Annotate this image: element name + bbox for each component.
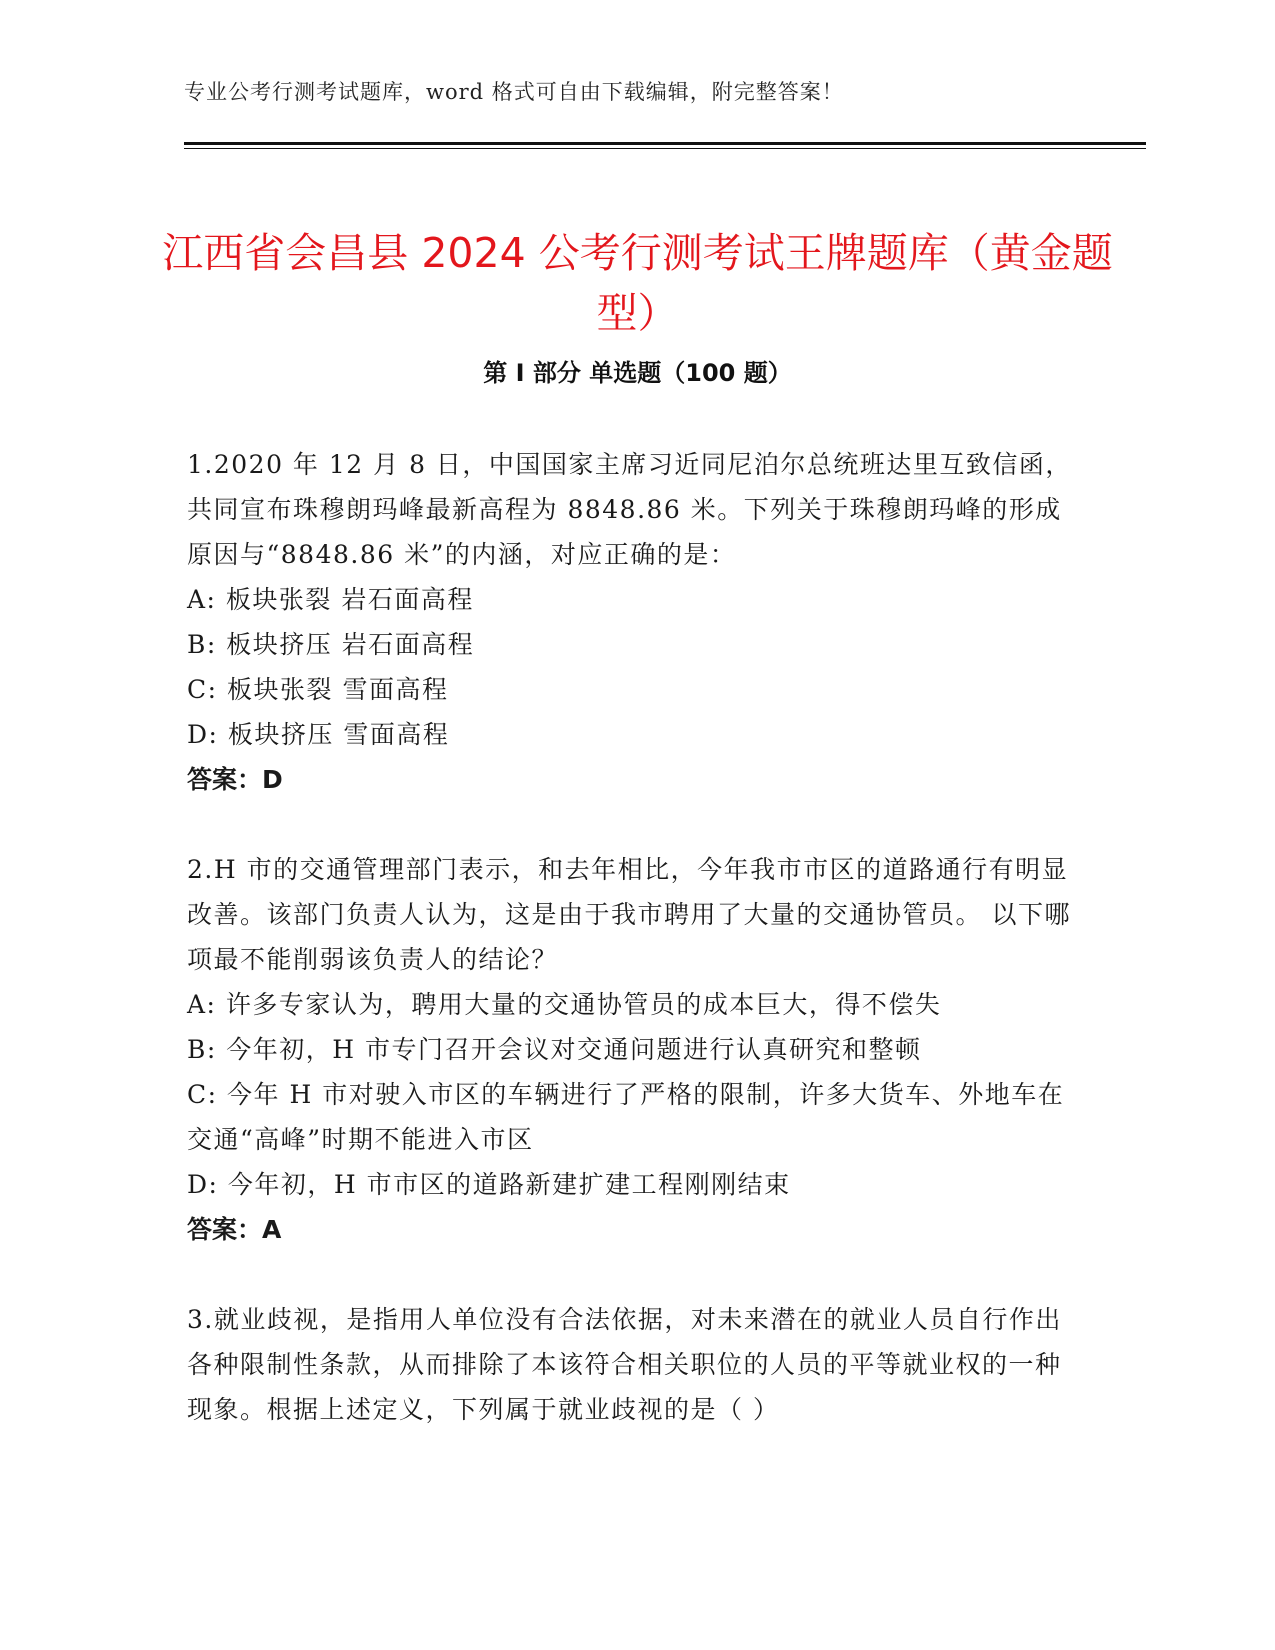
section-heading: 第 I 部分 单选题（100 题） [483, 359, 792, 387]
option-d: D: 今年初，H 市市区的道路新建扩建工程刚刚结束 [187, 1170, 791, 1199]
option-c: C: 板块张裂 雪面高程 [187, 675, 449, 704]
question-stem: 2.H 市的交通管理部门表示，和去年相比，今年我市市区的道路通行有明显改善。该部门负责人认为，这是由于我市聘用了大量的交通协管员。 以下哪项最不能削弱该负责人的结论？ [187, 855, 1071, 974]
document-title: 江西省会昌县 2024 公考行测考试王牌题库（黄金题型） [162, 229, 1113, 338]
header-note: 专业公考行测考试题库，word 格式可自由下载编辑，附完整答案！ [184, 80, 844, 104]
question-2 [187, 847, 1087, 1252]
answer-line: 答案：A [187, 1215, 282, 1244]
question-3 [187, 1297, 1087, 1432]
question-1 [187, 442, 1087, 802]
option-a: A: 板块张裂 岩石面高程 [187, 585, 474, 614]
option-c: C: 今年 H 市对驶入市区的车辆进行了严格的限制，许多大货车、外地车在交通“高峰”时期不能进入市区 [187, 1080, 1065, 1154]
header-divider-thick [184, 142, 1146, 145]
question-stem: 1.2020 年 12 月 8 日，中国国家主席习近同尼泊尔总统班达里互致信函，共同宣布珠穆朗玛峰最新高程为 8848.86 米。下列关于珠穆朗玛峰的形成原因与“8848.86 米”的内涵，对应正确的是： [187, 450, 1072, 569]
question-stem: 3.就业歧视，是指用人单位没有合法依据，对未来潜在的就业人员自行作出各种限制性条款，从而排除了本该符合相关职位的人员的平等就业权的一种现象。根据上述定义，下列属于就业歧视的是（ ） [187, 1305, 1062, 1424]
option-a: A: 许多专家认为，聘用大量的交通协管员的成本巨大，得不偿失 [187, 990, 942, 1019]
answer-line: 答案：D [187, 765, 283, 794]
option-b: B: 板块挤压 岩石面高程 [187, 630, 475, 659]
question-list [187, 442, 1087, 1477]
header-divider-thin [184, 148, 1146, 149]
option-d: D: 板块挤压 雪面高程 [187, 720, 450, 749]
option-b: B: 今年初，H 市专门召开会议对交通问题进行认真研究和整顿 [187, 1035, 922, 1064]
